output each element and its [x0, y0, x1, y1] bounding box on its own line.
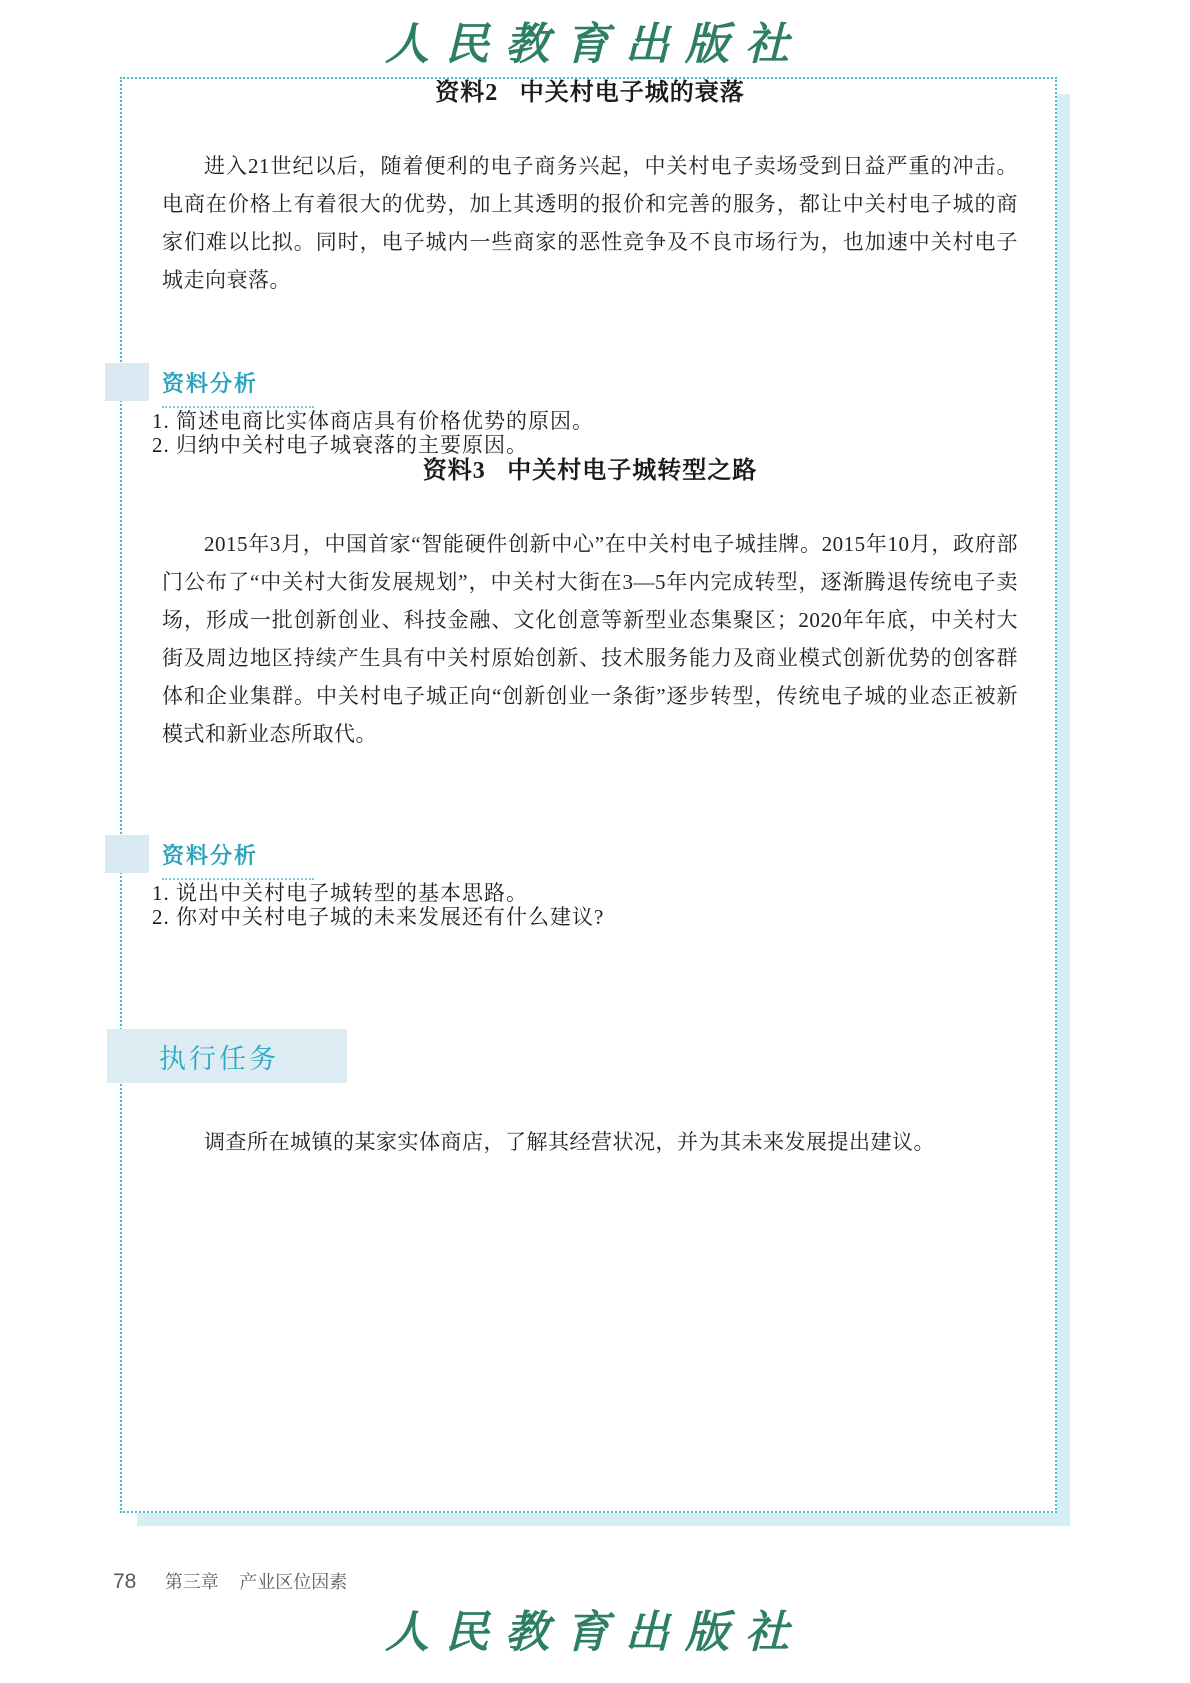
- footer-chapter-label: 第三章: [164, 1572, 219, 1592]
- section3-heading-label: 资料3: [422, 458, 486, 484]
- page-number: 78: [113, 1570, 137, 1593]
- section2-heading-title: 中关村电子城的衰落: [519, 80, 745, 106]
- section3-heading: [162, 457, 1018, 485]
- section2-body-paragraph: 进入21世纪以后，随着便利的电子商务兴起，中关村电子卖场受到日益严重的冲击。电商在价格上有着很大的优势，加上其透明的报价和完善的服务，都让中关村电子城的商家们难以比拟。同时，电子城内一些商家的恶性竞争及不良市场行为，也加速中关村电子城走向衰落。: [162, 154, 1018, 292]
- analysis-label: 资料分析: [162, 839, 314, 880]
- section3-body-paragraph: 2015年3月，中国首家“智能硬件创新中心”在中关村电子城挂牌。2015年10月，政府部门公布了“中关村大街发展规划”，中关村大街在3—5年内完成转型，逐渐腾退传统电子卖场，形成一批创新创业、科技金融、文化创意等新型业态集聚区；2020年年底，中关村大街及周边地区持续产生具有中关村原始创新、技术服务能力及商业模式创新优势的创客群体和企业集群。中关村电子城正向“创新创业一条街”逐步转型，传统电子城的业态正被新模式和新业态所取代。: [162, 532, 1018, 746]
- section2-analysis-header: [162, 367, 1018, 409]
- footer-chapter-title: 产业区位因素: [239, 1572, 348, 1592]
- publisher-logo-footer: 人民教育出版社: [385, 1607, 805, 1658]
- content-border-box: [120, 77, 1057, 1513]
- section3-question-1: 1. 说出中关村电子城转型的基本思路。: [152, 881, 528, 905]
- section3-analysis-header: [162, 839, 1018, 881]
- section2-question-2: 2. 归纳中关村电子城衰落的主要原因。: [152, 433, 528, 457]
- task-body-paragraph: 调查所在城镇的某家实体商店，了解其经营状况，并为其未来发展提出建议。: [204, 1130, 935, 1154]
- section2-heading-label: 资料2: [435, 80, 499, 106]
- task-label: 执行任务: [159, 1043, 279, 1074]
- task-label-box: [107, 1029, 347, 1083]
- page-footer: [113, 1568, 347, 1594]
- analysis-label: 资料分析: [162, 367, 314, 408]
- analysis-marker-square: [105, 363, 149, 401]
- section2-question-1: 1. 简述电商比实体商店具有价格优势的原因。: [152, 409, 594, 433]
- section3-heading-title: 中关村电子城转型之路: [507, 458, 758, 484]
- section3-question-2: 2. 你对中关村电子城的未来发展还有什么建议?: [152, 905, 605, 929]
- section2-heading: [162, 79, 1018, 107]
- task-header: [159, 1029, 1018, 1083]
- analysis-marker-square: [105, 835, 149, 873]
- publisher-logo-header: 人民教育出版社: [385, 19, 805, 70]
